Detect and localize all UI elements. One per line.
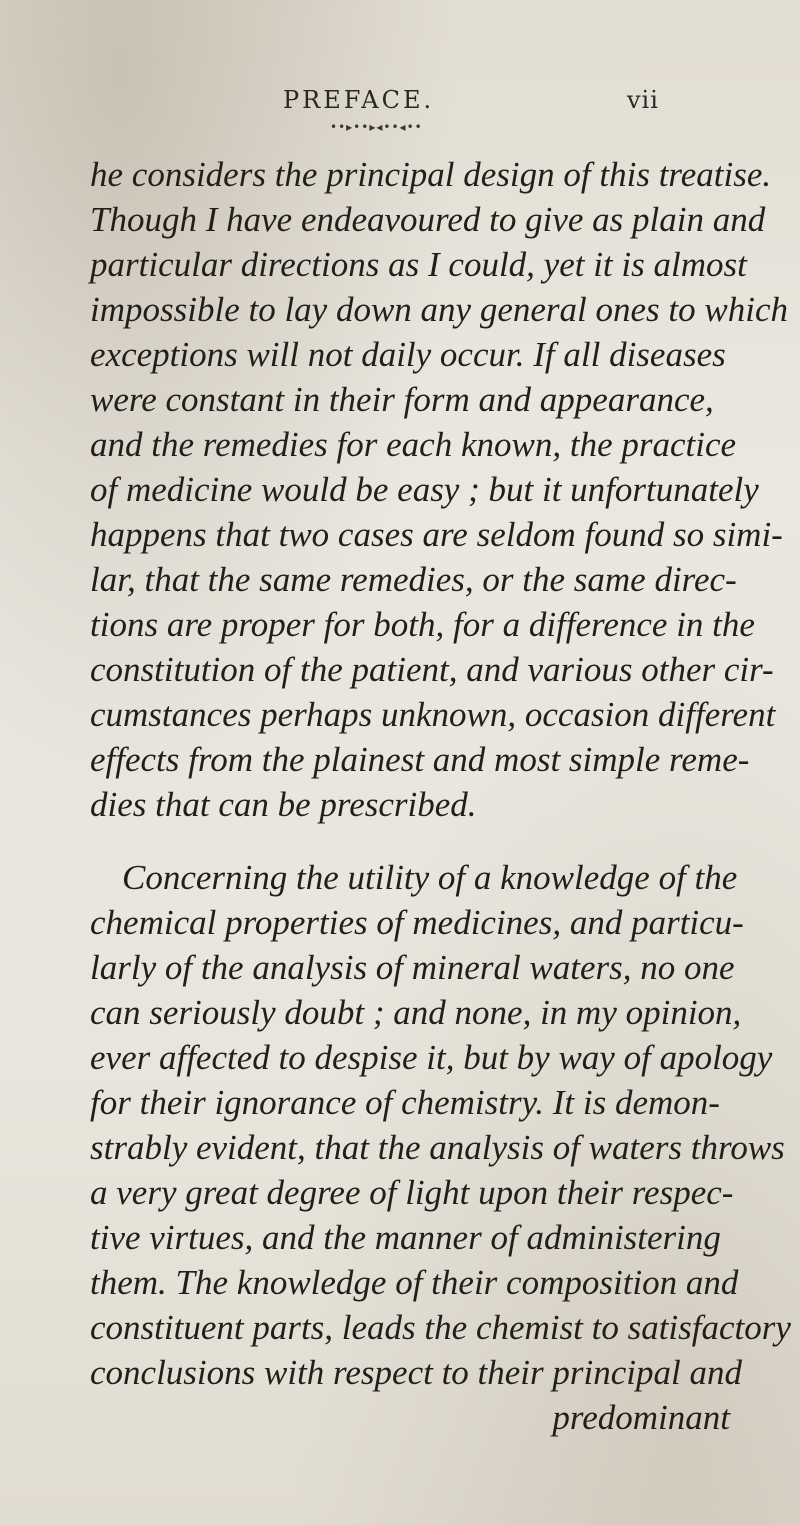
text-line: them. The knowledge of their composition and bbox=[90, 1263, 739, 1302]
text-line: ever affected to despise it, but by way of apology bbox=[90, 1038, 773, 1077]
text-line: were constant in their form and appearance, bbox=[90, 380, 714, 419]
paragraph-1 bbox=[90, 152, 788, 827]
text-line: exceptions will not daily occur. If all diseases bbox=[90, 335, 726, 374]
paragraph-gap bbox=[90, 827, 730, 855]
text-line: and the remedies for each known, the practice bbox=[90, 425, 737, 464]
text-line: tive virtues, and the manner of administering bbox=[90, 1218, 721, 1257]
text-line: lar, that the same remedies, or the same direc- bbox=[90, 560, 737, 599]
text-line: a very great degree of light upon their respec- bbox=[90, 1173, 734, 1212]
header-ornament: ••▸••▸◂••◂•• bbox=[330, 120, 423, 134]
text-line: constituent parts, leads the chemist to satisfactory bbox=[90, 1308, 791, 1347]
text-line: happens that two cases are seldom found so simi- bbox=[90, 515, 783, 554]
text-line: tions are proper for both, for a difference in the bbox=[90, 605, 755, 644]
text-line: can seriously doubt ; and none, in my opinion, bbox=[90, 993, 742, 1032]
text-line: dies that can be prescribed. bbox=[90, 785, 477, 824]
text-line: conclusions with respect to their principal and bbox=[90, 1353, 742, 1392]
text-line: effects from the plainest and most simple reme- bbox=[90, 740, 750, 779]
text-line: particular directions as I could, yet it is almost bbox=[90, 245, 747, 284]
text-line: cumstances perhaps unknown, occasion different bbox=[90, 695, 776, 734]
body-text bbox=[90, 152, 791, 1440]
text-line: impossible to lay down any general ones to which bbox=[90, 290, 788, 329]
text-line: chemical properties of medicines, and particu- bbox=[90, 903, 744, 942]
text-line: strably evident, that the analysis of waters throws bbox=[90, 1128, 785, 1167]
text-line: of medicine would be easy ; but it unfortunately bbox=[90, 470, 759, 509]
text-line: he considers the principal design of this treatise. bbox=[90, 155, 772, 194]
running-head: PREFACE. bbox=[283, 86, 435, 114]
text-line: Concerning the utility of a knowledge of the bbox=[122, 858, 738, 897]
text-line: larly of the analysis of mineral waters, no one bbox=[90, 948, 735, 987]
text-line: constitution of the patient, and various other cir- bbox=[90, 650, 774, 689]
catchword: predominant bbox=[552, 1398, 730, 1437]
paragraph-2 bbox=[90, 855, 791, 1395]
text-line: Though I have endeavoured to give as plain and bbox=[90, 200, 766, 239]
page-number: vii bbox=[627, 86, 659, 114]
text-line: for their ignorance of chemistry. It is demon- bbox=[90, 1083, 720, 1122]
